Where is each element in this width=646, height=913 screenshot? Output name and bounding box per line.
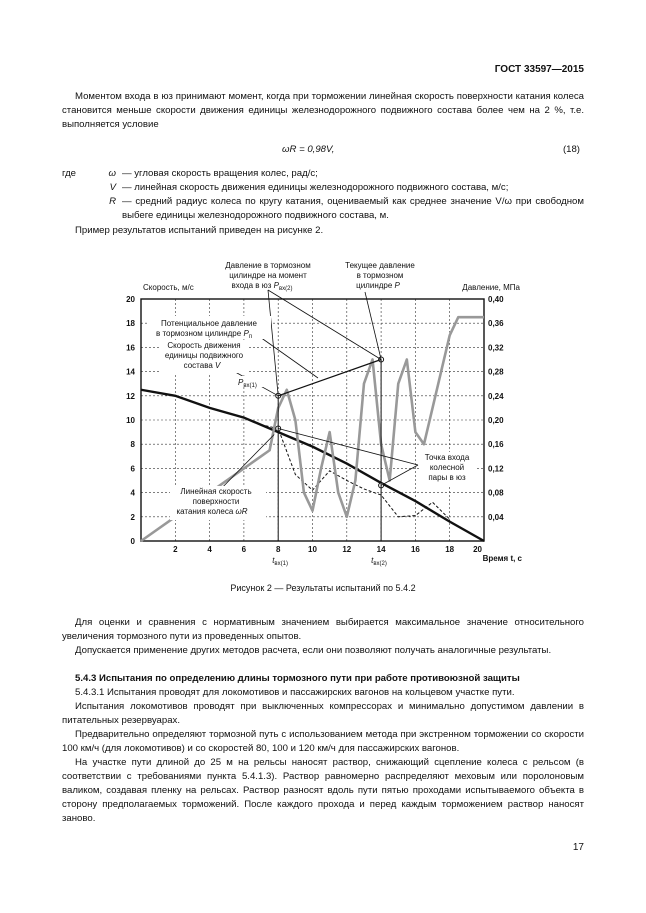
figure-caption: Рисунок 2 — Результаты испытаний по 5.4.2 — [230, 583, 416, 593]
annot-current-pressure-l2: в тормозном — [356, 271, 404, 280]
paragraph-5-4-3-1: 5.4.3.1 Испытания проводят для локомотивов и пассажирских вагонов на кольцевом участке пути. — [75, 687, 515, 698]
def-text-r: — средний радиус колеса по кругу катания, оцениваемый как среднее значение V/ω при свободном выбеге единицы железнодорожного подвижного состава, м. — [122, 196, 584, 221]
y-right-tick-label: 0,04 — [488, 512, 504, 522]
y-left-tick-label: 14 — [126, 367, 135, 377]
annot-pressure-entry-l3: входа в юз $P_{вх(2)}$ — [231, 281, 293, 292]
def-text-omega: — угловая скорость вращения колес, рад/с; — [122, 168, 318, 179]
paragraph-other-methods: Допускается применение других методов расчета, если они позволяют получать аналогичные результаты. — [75, 645, 552, 656]
leader-current-pressure — [365, 292, 381, 360]
y-right-tick-label: 0,08 — [488, 488, 504, 498]
x-tick-label: 4 — [207, 545, 212, 554]
y-left-tick-label: 16 — [126, 343, 135, 353]
annot-wheel-symbol: ωR — [235, 507, 248, 516]
y-left-tick-label: 0 — [130, 537, 135, 546]
y-right-tick-label: 0,16 — [488, 440, 504, 450]
x-tick-label: 20 — [473, 545, 482, 554]
figure-2-chart — [0, 250, 646, 576]
section-5-4-3-heading — [62, 672, 584, 686]
y-left-tick-label: 18 — [126, 319, 135, 329]
y-left-tick-label: 12 — [126, 391, 135, 401]
x-tick-label: 18 — [445, 545, 455, 554]
annot-vehicle-l1: Скорость движения — [167, 341, 241, 350]
annot-pressure-entry-l1: Давление в тормозном — [225, 261, 311, 270]
chart-annotations — [147, 261, 476, 567]
y-right-tick-label: 0,32 — [488, 343, 504, 353]
annot-slide-l2: колесной — [429, 463, 465, 472]
paragraph-solution: На участке пути длиной до 25 м на рельсы наносят раствор, снижающий сцепление колеса с рельсом (в соответствии с требованиями пункта 5.4.1.3). Раствор равномерно распределяют меховым или поролоновым валиком, создавая пленку на рельсах. Раствор разносят вдоль пути пятью проходами испытываемого объекта в сторону предполагаемых торможений. После каждого прохода и перед каждым торможением раствор наносят заново. — [62, 757, 584, 824]
paragraph-max-value: Для оценки и сравнения с нормативным значением выбирается максимальное значение относительного увеличения тормозного пути из проведенных опытов. — [62, 617, 584, 642]
y-right-tick-label: 0,12 — [488, 464, 504, 474]
def-text-v: — линейная скорость движения единицы железнодорожного подвижного состава, м/с; — [122, 182, 509, 193]
x-tick-label: 12 — [342, 545, 352, 554]
x-tick-label: 2 — [173, 545, 178, 554]
annot-t-entry2-sub: вх(2) — [373, 561, 387, 567]
y-left-tick-label: 20 — [126, 295, 135, 304]
annot-vehicle-symbol: V — [215, 361, 221, 370]
leader-pressure-entry — [268, 290, 278, 396]
where-label: где — [62, 168, 77, 179]
x-axis-label: Время t, с — [482, 554, 522, 563]
x-tick-label: 10 — [308, 545, 317, 554]
annot-potential-sub: п — [248, 334, 253, 340]
def-symbol-omega: ω — [108, 168, 116, 179]
annot-vehicle-l2: единицы подвижного — [164, 351, 244, 360]
x-tick-label: 6 — [241, 545, 247, 554]
section-title: Испытания по определению длины тормозного пути при работе противоюзной защиты — [99, 673, 520, 684]
annot-current-pressure-symbol: P — [394, 281, 400, 290]
x-tick-label: 8 — [275, 545, 281, 554]
y-left-tick-label: 4 — [130, 488, 135, 498]
def-symbol-v: V — [109, 182, 116, 193]
page-number: 17 — [572, 842, 584, 853]
annot-t-entry1 — [272, 556, 288, 567]
annot-wheel-l3: катания колеса ωR — [176, 507, 248, 516]
annot-t-entry1-sub: вх(1) — [274, 561, 288, 567]
annot-t-entry1-symbol: t — [272, 556, 275, 565]
annot-pressure-entry-symbol: P — [273, 281, 279, 290]
section-number: 5.4.3 — [75, 673, 97, 684]
annot-t-entry2 — [371, 556, 387, 567]
definitions-list — [62, 167, 584, 227]
annot-vehicle-l3: состава V — [183, 361, 221, 370]
x-tick-label: 16 — [410, 545, 420, 554]
document-standard-number: ГОСТ 33597—2015 — [494, 64, 584, 75]
annot-slide-l1: Точка входа — [424, 453, 470, 462]
annot-p-entry1-symbol: P — [238, 378, 244, 387]
y-left-axis-label: Скорость, м/с — [143, 283, 194, 292]
annot-potential-symbol: P — [243, 329, 249, 338]
annot-potential-l2: в тормозном цилиндре $P_п$ — [155, 329, 253, 340]
annot-potential-l1: Потенциальное давление — [161, 319, 257, 328]
y-right-axis-label: Давление, МПа — [462, 283, 520, 292]
annot-p-entry1-sub: вх(1) — [243, 383, 257, 389]
formula-expression: ωR = 0,98V, — [282, 144, 335, 155]
annot-t-entry2-symbol: t — [371, 556, 374, 565]
annot-current-pressure-l3: цилиндре P — [356, 281, 400, 290]
annot-wheel-l2: поверхности — [192, 497, 240, 506]
paragraph-preliminary: Предварительно определяют тормозной путь с использованием метода при экстренном торможении со скорости 100 км/ч (для локомотивов) и со скоростей 80, 100 и 120 км/ч для пассажирских вагонов. — [62, 729, 584, 754]
annot-pressure-entry-sub: вх(2) — [278, 286, 293, 292]
def-symbol-r: R — [109, 196, 116, 207]
y-left-tick-label: 6 — [130, 464, 135, 474]
x-tick-label: 14 — [376, 545, 386, 554]
annot-pressure-entry-l2: цилиндре на момент — [229, 271, 307, 280]
leader-pressure-entry-2 — [268, 290, 381, 360]
y-right-tick-label: 0,24 — [488, 391, 504, 401]
annot-slide-l3: пары в юз — [428, 473, 466, 482]
paragraph-locomotive-tests: Испытания локомотивов проводят при выключенных компрессорах и минимально допустимом давлении в питательных резервуарах. — [62, 701, 584, 726]
y-right-tick-label: 0,20 — [488, 416, 504, 425]
formula-number: (18) — [562, 144, 580, 155]
annot-current-pressure-l1: Текущее давление — [345, 261, 415, 270]
y-left-tick-label: 10 — [126, 416, 135, 425]
y-right-tick-label: 0,28 — [488, 367, 504, 377]
y-right-tick-label: 0,40 — [488, 295, 504, 304]
y-right-tick-label: 0,36 — [488, 319, 504, 329]
paragraph-example: Пример результатов испытаний приведен на рисунке 2. — [75, 225, 324, 236]
paragraph-slide-entry: Моментом входа в юз принимают момент, когда при торможении линейная скорость поверхности катания колеса становится меньше скорости движения единицы железнодорожного подвижного состава более чем на 2 %, т.е. выполняется условие — [62, 91, 584, 130]
annot-wheel-l1: Линейная скорость — [180, 487, 252, 496]
y-left-tick-label: 2 — [130, 512, 135, 522]
y-left-tick-label: 8 — [130, 440, 135, 450]
